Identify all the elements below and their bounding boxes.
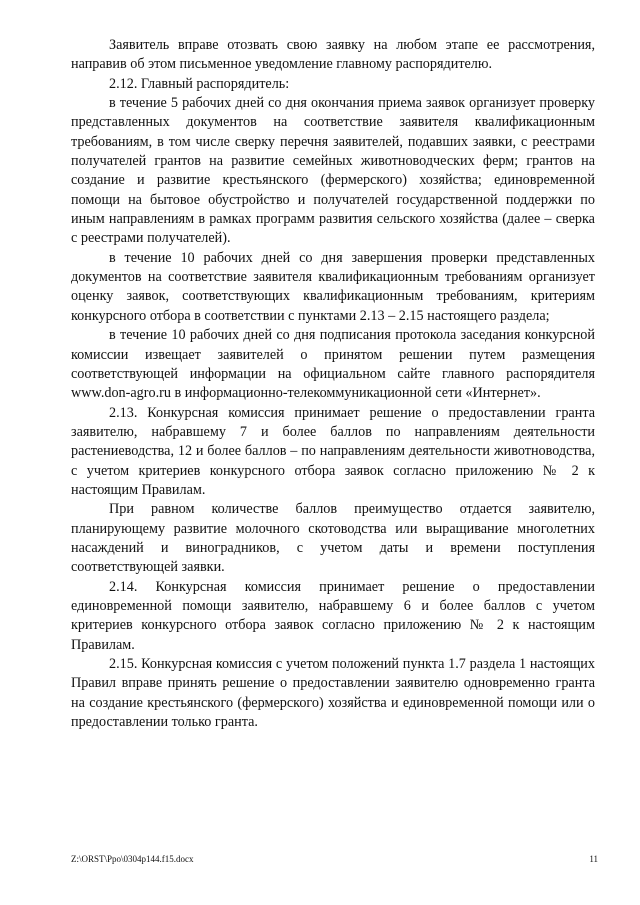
paragraph-2-15: 2.15. Конкурсная комиссия с учетом положений пункта 1.7 раздела 1 настоящих Правил вправе принять решение о предоставлении заявителю одновременно гранта на создание крестьянского (фермерского) хозяйства и единовременной помощи или о предоставлении только гранта. bbox=[71, 656, 595, 731]
footer-file-path: Z:\ORST\Ppo\0304p144.f15.docx bbox=[71, 854, 194, 864]
paragraph-2-13-equal-score: При равном количестве баллов преимущество отдается заявителю, планирующему развитие молочного скотоводства или выращивание многолетних насаждений и виноградников, с учетом даты и времени поступления соответствующей заявки. bbox=[71, 501, 595, 576]
document-body bbox=[71, 36, 595, 732]
paragraph-2-13: 2.13. Конкурсная комиссия принимает решение о предоставлении гранта заявителю, набравшему 7 и более баллов по направлениям деятельности растениеводства, 12 и более баллов – по направлениям деятельности животноводства, с учетом критериев конкурсного отбора заявок согласно приложению № 2 к настоящим Правилам. bbox=[71, 404, 595, 498]
paragraph-2-12-notification: в течение 10 рабочих дней со дня подписания протокола заседания конкурсной комиссии извещает заявителей о принятом решении путем размещения соответствующей информации на официальном сайте главного распорядителя www.don-agro.ru в информационно-телекоммуникационной сети «Интернет». bbox=[71, 327, 595, 402]
paragraph-2-14: 2.14. Конкурсная комиссия принимает решение о предоставлении единовременной помощи заявителю, набравшему 6 и более баллов с учетом критериев конкурсного отбора заявок согласно приложению № 2 к настоящим Правилам. bbox=[71, 578, 595, 653]
paragraph-2-12-check: в течение 5 рабочих дней со дня окончания приема заявок организует проверку представленных документов на соответствие заявителя квалификационным требованиям, в том числе сверку перечня заявителей, подавших заявки, с реестрами получателей грантов на развитие семейных животноводческих ферм; грантов на создание и развитие крестьянского (фермерского) хозяйства; единовременной помощи на бытовое обустройство и получателей государственной поддержки по иным направлениям в рамках программ развития сельского хозяйства (далее – сверка с реестрами получателей). bbox=[71, 95, 595, 247]
footer-page-number: 11 bbox=[589, 854, 598, 864]
paragraph-withdraw-application: Заявитель вправе отозвать свою заявку на любом этапе ее рассмотрения, направив об этом письменное уведомление главному распорядителю. bbox=[71, 37, 595, 73]
page-footer bbox=[71, 853, 598, 865]
paragraph-2-12-heading: 2.12. Главный распорядитель: bbox=[109, 75, 290, 92]
paragraph-2-12-evaluation: в течение 10 рабочих дней со дня завершения проверки представленных документов на соответствие заявителя квалификационным требованиям организует оценку заявок, соответствующих квалификационным требованиям, критериям конкурсного отбора в соответствии с пунктами 2.13 – 2.15 настоящего раздела; bbox=[71, 249, 595, 324]
